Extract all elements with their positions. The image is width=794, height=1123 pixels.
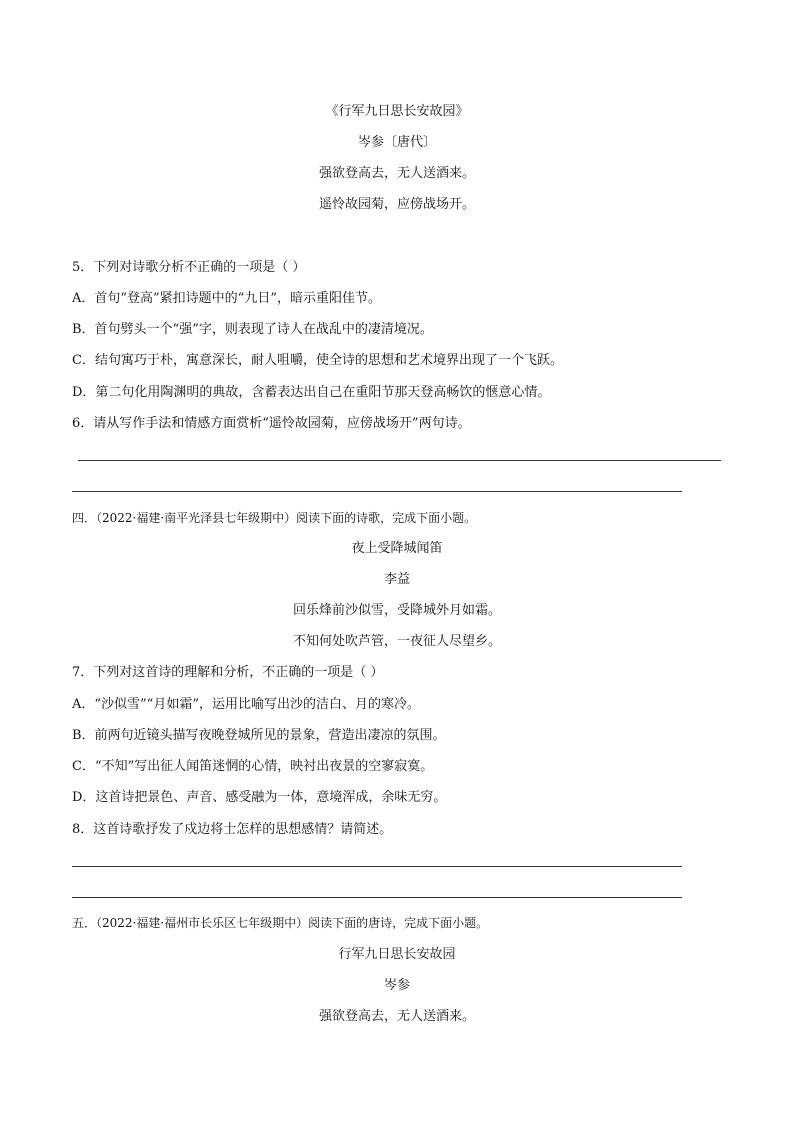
section-5-poem-author: 岑参 [383,978,410,993]
poem-line-1: 强欲登高去，无人送酒来。 [318,166,475,181]
poem-title: 《行军九日思长安故园》 [325,104,469,119]
question-7-option-c: C．“不知”写出征人闻笛迷惘的心情，映衬出夜景的空寥寂寞。 [72,759,434,774]
section-4-poem-line-1: 回乐烽前沙似雪，受降城外月如霜。 [292,603,501,618]
question-7-option-b: B．前两句近镜头描写夜晚登城所见的景象，营造出凄凉的氛围。 [72,728,446,743]
question-7-option-a: A．“沙似雪”“月如霜”，运用比喻写出沙的洁白、月的寒冷。 [72,697,420,712]
question-7-stem: 7．下列对这首诗的理解和分析，不正确的一项是（ ） [72,665,384,680]
question-7-option-d: D．这首诗把景色、声音、感受融为一体，意境浑成，余味无穷。 [72,790,447,805]
answer-line [72,491,682,492]
poem-line-2: 遥怜故园菊，应傍战场开。 [318,197,475,212]
section-5-poem-title: 行军九日思长安故园 [338,947,456,962]
section-4-poem-author: 李益 [383,572,410,587]
section-4-poem-title: 夜上受降城闻笛 [351,541,443,556]
poem-author: 岑参〔唐代〕 [357,135,436,150]
question-5-option-a: A．首句“登高”紧扣诗题中的“九日”，暗示重阳佳节。 [72,291,381,306]
question-5-option-b: B．首句劈头一个“强”字，则表现了诗人在战乱中的凄清境况。 [72,322,433,337]
section-5-poem-line-1: 强欲登高去，无人送酒来。 [318,1009,475,1024]
question-5-option-d: D．第二句化用陶渊明的典故，含蓄表达出自己在重阳节那天登高畅饮的惬意心情。 [72,385,551,400]
answer-line [72,897,682,898]
section-5-heading: 五．（2022·福建·福州市长乐区七年级期中）阅读下面的唐诗，完成下面小题。 [72,916,489,930]
answer-line [72,866,682,867]
question-8-stem: 8．这首诗歌抒发了戍边将士怎样的思想感情？请简述。 [72,822,393,837]
section-4-poem-line-2: 不知何处吹芦管，一夜征人尽望乡。 [292,634,501,649]
question-6-stem: 6．请从写作手法和情感方面赏析“遥怜故园菊，应傍战场开”两句诗。 [72,416,471,431]
answer-line [78,460,721,461]
section-4-heading: 四．（2022·福建·南平光泽县七年级期中）阅读下面的诗歌，完成下面小题。 [72,511,477,525]
question-5-option-c: C．结句寓巧于朴，寓意深长，耐人咀嚼，使全诗的思想和艺术境界出现了一个飞跃。 [72,353,563,368]
question-5-stem: 5．下列对诗歌分析不正确的一项是（ ） [72,260,306,275]
